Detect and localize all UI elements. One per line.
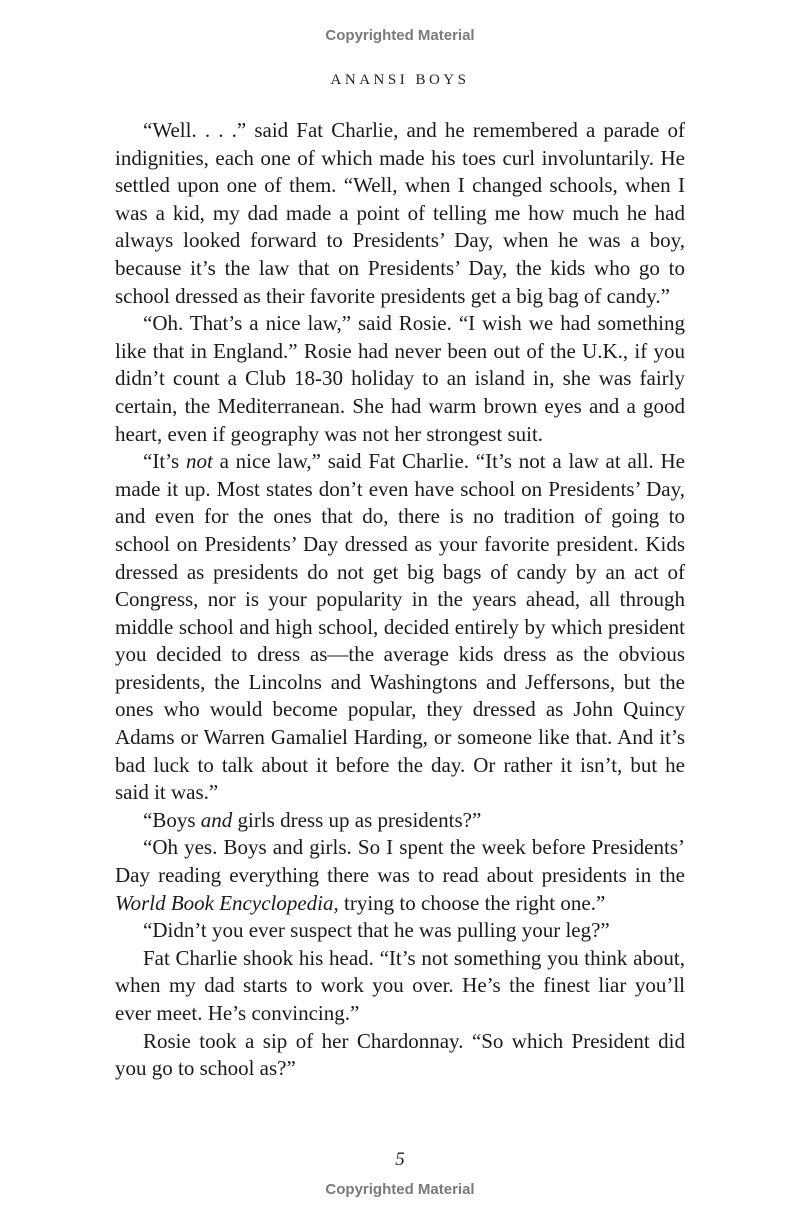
paragraph: Fat Charlie shook his head. “It’s not something you think about, when my dad starts to work you over. He’s the finest liar you’ll ever meet. He’s convincing.” — [115, 945, 685, 1025]
paragraph: “Didn’t you ever suspect that he was pulling your leg?” — [143, 918, 610, 943]
running-head: ANANSI BOYS — [330, 72, 470, 88]
paragraph: Rosie took a sip of her Chardonnay. “So which President did you go to school as?” — [115, 1028, 685, 1081]
emphasis: and — [200, 807, 233, 832]
page-number: 5 — [395, 1149, 405, 1170]
paragraph-text: “Oh. That’s a nice law,” said Rosie. “I wish we had something like that in England.” Rosie had never been out of the U.K., if you didn’t count a Club 18-30 holiday to an island in, she was fairly certain, the Mediterranean. She had warm brown eyes and a good heart, even if geography was not her strongest suit. — [115, 311, 685, 446]
copyright-watermark-bottom: Copyrighted Material — [325, 1181, 475, 1198]
paragraph — [115, 834, 685, 917]
paragraph-text: “It’s — [143, 449, 186, 474]
paragraph — [115, 448, 685, 807]
paragraph-text: trying to choose the right one.” — [338, 890, 606, 915]
paragraph — [115, 310, 685, 448]
copyright-watermark-top: Copyrighted Material — [325, 27, 475, 44]
paragraph — [115, 807, 685, 835]
paragraph-text: “Boys — [143, 807, 201, 832]
emphasis: not — [185, 449, 213, 474]
body-text — [115, 117, 685, 1083]
paragraph-text: a nice law,” said Fat Charlie. “It’s not a law at all. He made it up. Most states don’t even have school on Presidents’ Day, and even for the ones that do, there is no tradition of going to school on Presidents’ Day dressed as your favorite president. Kids dressed as presidents do not get big bags of candy by an act of Congress, nor is your popularity in the years ahead, all through middle school and high school, decided entirely by which president you decided to dress as—the average kids dress as the obvious presidents, the Lincolns and Washingtons and Jeffersons, but the ones who would become popular, they dressed as John Quincy Adams or Warren Gamaliel Harding, or someone like that. And it’s bad luck to talk about it before the day. Or rather it isn’t, but he said it was.” — [115, 449, 685, 805]
paragraph-text: “Oh yes. Boys and girls. So I spent the week before Presidents’ Day reading everything there was to read about presidents in the — [115, 835, 685, 888]
paragraph-text: girls dress up as presidents?” — [232, 807, 482, 832]
paragraph: “Well. . . .” said Fat Charlie, and he remembered a parade of indignities, each one of which made his toes curl involuntarily. He settled upon one of them. “Well, when I changed schools, when I was a kid, my dad made a point of telling me how much he had always looked forward to Presidents’ Day, when he was a boy, because it’s the law that on Presidents’ Day, the kids who go to school dressed as their favorite presidents get a big bag of candy.” — [115, 118, 685, 308]
book-title: World Book Encyclopedia, — [115, 890, 339, 915]
